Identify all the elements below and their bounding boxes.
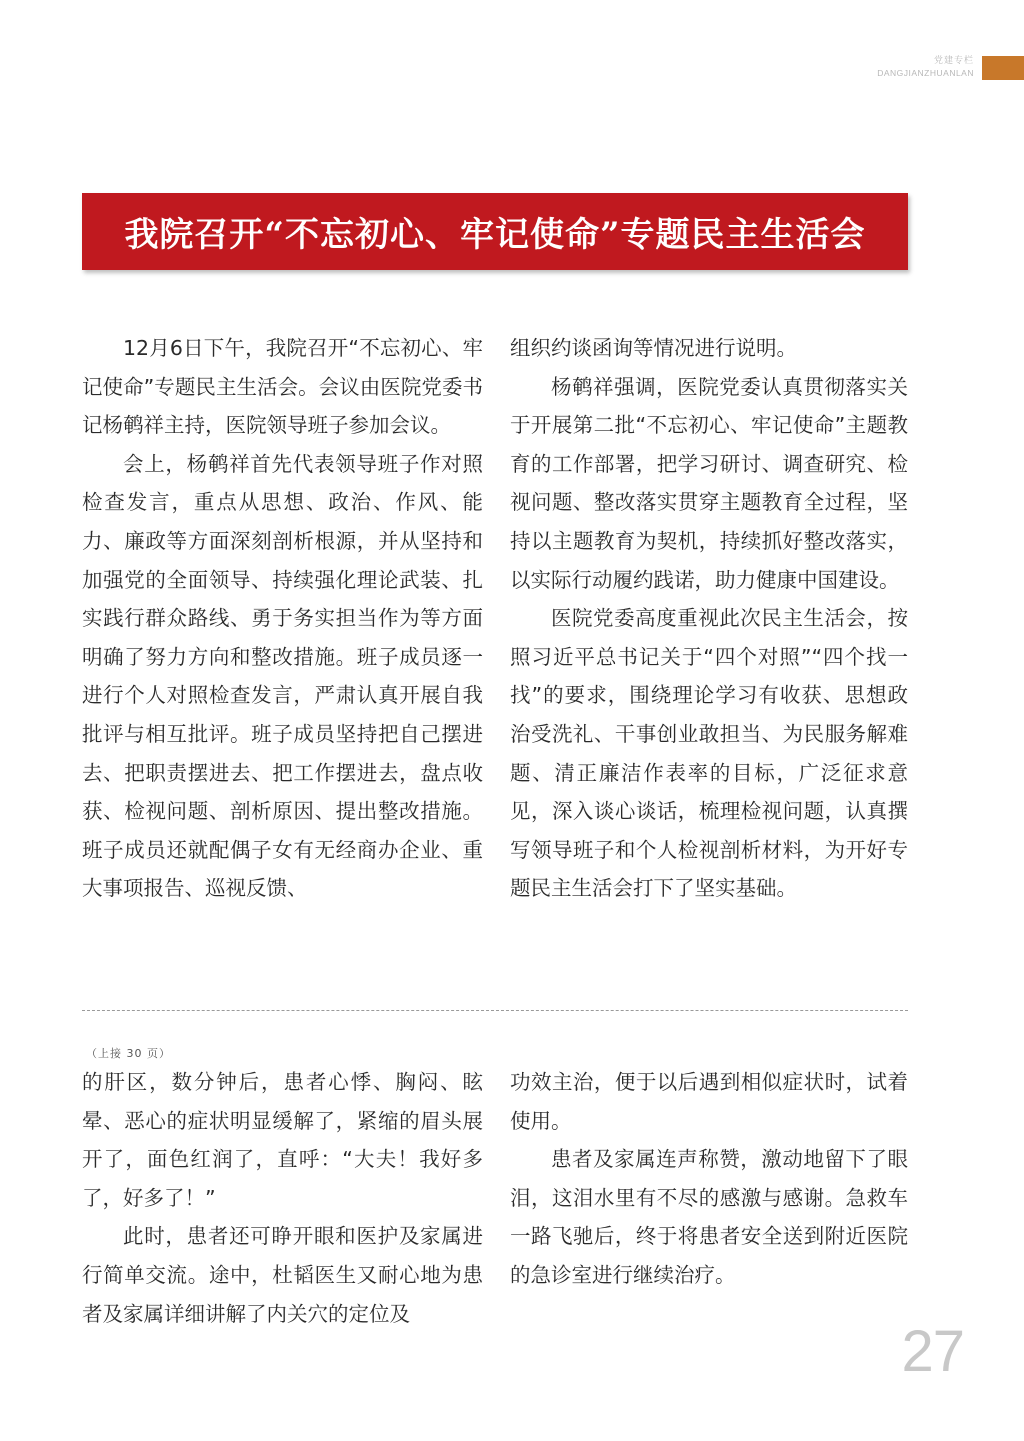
- article-paragraph: 12月6日下午，我院召开“不忘初心、牢记使命”专题民主生活会。会议由医院党委书记杨鹌祥主持，医院领导班子参加会议。: [82, 336, 483, 438]
- article-paragraph: 杨鹌祥强调，医院党委认真贯彻落实关于开展第二批“不忘初心、牢记使命”主题教育的工作部署，把学习研讨、调查研究、检视问题、整改落实贯穿主题教育全过程，坚持以主题教育为契机，持续抓好整改落实，以实际行动履约践诺，助力健康中国建设。: [510, 374, 908, 592]
- continuation-column-1: [82, 1063, 483, 1333]
- article-column-1: [82, 329, 483, 908]
- section-accent-block: [982, 56, 1024, 80]
- continuation-paragraph: 的肝区，数分钟后，患者心悸、胸闷、眩晕、恶心的症状明显缓解了，紧缩的眉头展开了，面色红润了，直呼：“大夫！我好多了，好多了！”: [82, 1070, 483, 1210]
- continuation-note: （上接 30 页）: [86, 1047, 171, 1060]
- section-header: [877, 55, 974, 79]
- article-title: 我院召开“不忘初心、牢记使命”专题民主生活会: [124, 215, 866, 255]
- section-name-cn: 党建专栏: [933, 56, 974, 66]
- article-column-2: [510, 329, 908, 908]
- continuation-paragraph: 此时，患者还可睁开眼和医护及家属进行简单交流。途中，杜韬医生又耐心地为患者及家属详细讲解了内关穴的定位及: [82, 1224, 483, 1326]
- section-name-en: DANGJIANZHUANLAN: [877, 68, 974, 78]
- section-divider: [82, 1010, 908, 1011]
- continuation-column-2: [510, 1063, 908, 1295]
- article-paragraph: 医院党委高度重视此次民主生活会，按照习近平总书记关于“四个对照”“四个找一找”的要求，围绕理论学习有收获、思想政治受洗礼、干事创业敢担当、为民服务解难题、清正廉洁作表率的目标，广泛征求意见，深入谈心谈话，梳理检视问题，认真撰写领导班子和个人检视剖析材料，为开好专题民主生活会打下了坚实基础。: [510, 606, 908, 901]
- continuation-paragraph: 患者及家属连声称赞，激动地留下了眼泪，这泪水里有不尽的感激与感谢。急救车一路飞驰后，终于将患者安全送到附近医院的急诊室进行继续治疗。: [510, 1147, 908, 1287]
- page-number: 27: [901, 1319, 964, 1384]
- continuation-paragraph: 功效主治，便于以后遇到相似症状时，试着使用。: [510, 1070, 908, 1133]
- article-title-banner: [82, 193, 908, 270]
- article-paragraph: 组织约谈函询等情况进行说明。: [510, 336, 797, 360]
- article-paragraph: 会上，杨鹌祥首先代表领导班子作对照检查发言，重点从思想、政治、作风、能力、廉政等方面深刻剖析根源，并从坚持和加强党的全面领导、持续强化理论武装、扎实践行群众路线、勇于务实担当作为等方面明确了努力方向和整改措施。班子成员逐一进行个人对照检查发言，严肃认真开展自我批评与相互批评。班子成员坚持把自己摆进去、把职责摆进去、把工作摆进去，盘点收获、检视问题、剖析原因、提出整改措施。班子成员还就配偶子女有无经商办企业、重大事项报告、巡视反馈、: [82, 451, 483, 901]
